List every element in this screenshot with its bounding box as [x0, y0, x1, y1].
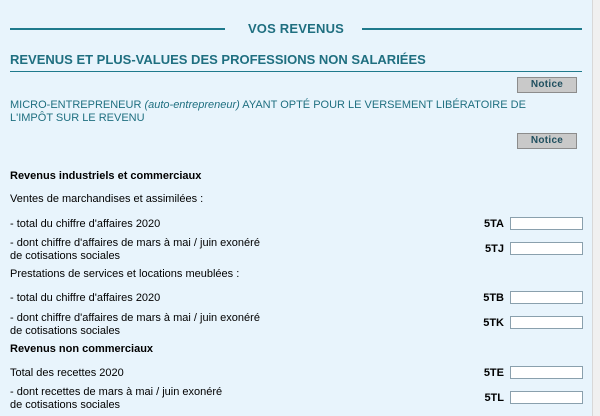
input-5tl[interactable] — [510, 391, 583, 404]
row-label-5tk-line1: - dont chiffre d'affaires de mars à mai / juin exonéré — [10, 312, 260, 324]
box-code-5tl: 5TL — [484, 392, 504, 404]
row-label-5tl — [10, 386, 222, 412]
micro-entrepreneur-title — [10, 99, 570, 125]
banner-divider-right — [362, 28, 582, 30]
row-label-5tl-line1: - dont recettes de mars à mai / juin exonéré — [10, 386, 223, 398]
row-label-5tk-line2: de cotisations sociales — [10, 325, 121, 337]
box-code-5tk: 5TK — [483, 317, 504, 329]
section-title: REVENUS ET PLUS-VALUES DES PROFESSIONS NON SALARIÉES — [10, 52, 426, 67]
row-label-5tj-line1: - dont chiffre d'affaires de mars à mai / juin exonéré — [10, 237, 260, 249]
row-label-5tk — [10, 312, 260, 338]
micro-title-suffix: AYANT OPTÉ POUR LE VERSEMENT LIBÉRATOIRE DE L'IMPÔT SUR LE REVENU — [10, 99, 526, 124]
section-banner — [10, 19, 582, 39]
box-code-5ta: 5TA — [484, 218, 504, 230]
section-divider — [10, 71, 582, 72]
input-5te[interactable] — [510, 366, 583, 379]
row-label-5tj — [10, 237, 260, 263]
bic-heading: Revenus industriels et commerciaux — [10, 170, 202, 182]
input-5tk[interactable] — [510, 316, 583, 329]
prestations-label: Prestations de services et locations meublées : — [10, 268, 240, 280]
row-label-5ta: - total du chiffre d'affaires 2020 — [10, 218, 161, 230]
row-label-5tl-line2: de cotisations sociales — [10, 399, 121, 411]
box-code-5te: 5TE — [483, 367, 504, 379]
notice-button-section[interactable]: Notice — [517, 77, 577, 93]
input-5tb[interactable] — [510, 291, 583, 304]
row-label-5te: Total des recettes 2020 — [10, 367, 124, 379]
box-code-5tb: 5TB — [483, 292, 504, 304]
row-label-5tb: - total du chiffre d'affaires 2020 — [10, 292, 161, 304]
input-5tj[interactable] — [510, 242, 583, 255]
box-code-5tj: 5TJ — [485, 243, 504, 255]
input-5ta[interactable] — [510, 217, 583, 230]
micro-title-italic: (auto-entrepreneur) — [144, 99, 240, 111]
row-label-5tj-line2: de cotisations sociales — [10, 250, 121, 262]
ventes-label: Ventes de marchandises et assimilées : — [10, 193, 204, 205]
bnc-heading: Revenus non commerciaux — [10, 343, 154, 355]
page-scrollbar[interactable] — [592, 0, 600, 416]
notice-button-micro[interactable]: Notice — [517, 133, 577, 149]
micro-title-prefix: MICRO-ENTREPRENEUR — [10, 99, 145, 111]
banner-title: VOS REVENUS — [247, 21, 345, 36]
